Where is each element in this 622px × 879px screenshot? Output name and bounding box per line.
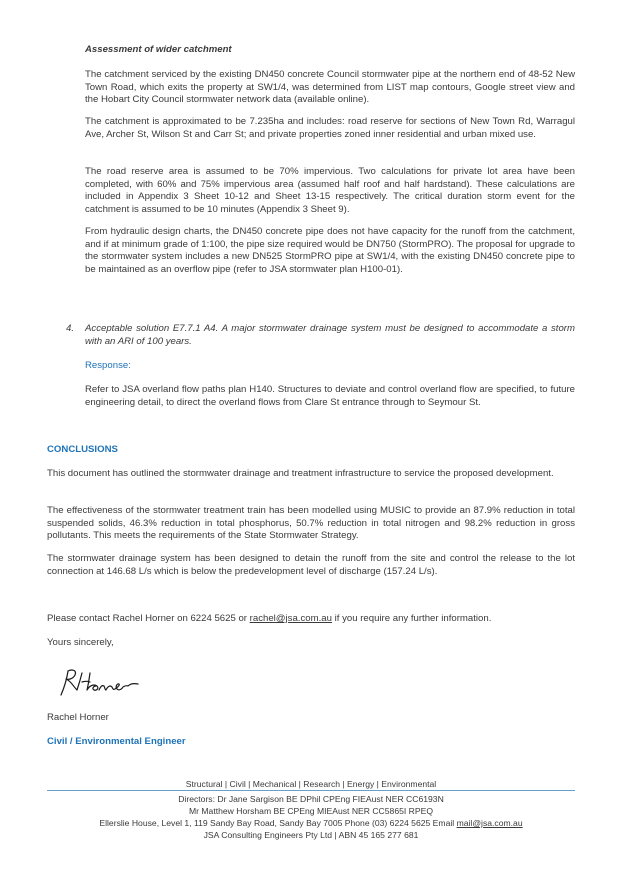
response-text: Refer to JSA overland flow paths plan H140. Structures to deviate and control overland flow are specified, to future engineering detail, to direct the overland flows from Clare St entrance through to Seymour St. — [85, 384, 575, 408]
footer-company: JSA Consulting Engineers Pty Ltd | ABN 45 165 277 681 — [203, 830, 419, 840]
footer-address-text: Ellerslie House, Level 1, 119 Sandy Bay Road, Sandy Bay 7005 Phone (03) 6224 5625 Email — [99, 818, 457, 828]
footer-directors-1: Directors: Dr Jane Sargison BE DPhil CPEng FIEAust NER CC6193N — [178, 794, 444, 804]
salutation: Yours sincerely, — [47, 637, 114, 648]
footer-divider — [47, 790, 575, 791]
conclusions-paragraph-2: The effectiveness of the stormwater treatment train has been modelled using MUSIC to provide an 87.9% reduction in total suspended solids, 46.3% reduction in total phosphorus, 50.7% reduction in total nitrogen and 98.2% reduction in gross pollutants. This meets the requirements of the State Stormwater Strategy. — [47, 505, 575, 542]
signature-stroke — [61, 670, 138, 695]
contact-line — [47, 613, 575, 626]
assessment-paragraph-4: From hydraulic design charts, the DN450 concrete pipe does not have capacity for the runoff from the catchment, and if at minimum grade of 1:100, the pipe size required would be DN750 (StormPRO). The proposal for upgrade to the stormwater system includes a new DN525 StormPRO pipe at SW1/4, with the existing DN450 concrete pipe to be maintained as an overflow pipe (refer to JSA stormwater plan H100-01). — [85, 226, 575, 275]
signatory-name: Rachel Horner — [47, 712, 109, 723]
conclusions-paragraph-3: The stormwater drainage system has been designed to detain the runoff from the site and control the release to the lot connection at 146.68 L/s which is below the predevelopment level of discharge (157.24 L/s). — [47, 553, 575, 577]
assessment-paragraph-2: The catchment is approximated to be 7.235ha and includes: road reserve for sections of New Town Rd, Warragul Ave, Archer St, Wilson St and Carr St; and private properties zoned inner residential and urban mixed use. — [85, 116, 575, 140]
assessment-paragraph-1: The catchment serviced by the existing DN450 concrete Council stormwater pipe at the northern end of 48-52 New Town Road, which exits the property at SW1/4, was determined from LIST map contours, Google street view and the Hobart City Council stormwater network data (available online). — [85, 69, 575, 106]
conclusions-paragraph-1: This document has outlined the stormwater drainage and treatment infrastructure to service the proposed development. — [47, 468, 554, 479]
footer-address — [47, 818, 575, 829]
conclusions-heading: CONCLUSIONS — [47, 444, 118, 455]
response-label: Response: — [85, 360, 131, 371]
contact-text-before: Please contact Rachel Horner on 6224 5625 or — [47, 613, 250, 624]
footer-directors-2: Mr Matthew Horsham BE CPEng MIEAust NER CC5865I RPEQ — [188, 806, 434, 816]
assessment-paragraph-3: The road reserve area is assumed to be 70% impervious. Two calculations for private lot area have been completed, with 60% and 75% impervious area (assumed half roof and half hardstand). These calculations are included in Appendix 3 Sheet 10-12 and Sheet 13-15 respectively. The critical duration storm event for the catchment is assumed to be 10 minutes (Appendix 3 Sheet 9). — [85, 166, 575, 215]
contact-email-link[interactable]: rachel@jsa.com.au — [249, 613, 332, 624]
footer-email-link[interactable]: mail@jsa.com.au — [456, 818, 523, 828]
item-number: 4. — [66, 323, 75, 334]
assessment-heading: Assessment of wider catchment — [85, 44, 232, 55]
signature — [55, 664, 147, 700]
contact-text-after: if you require any further information. — [331, 613, 492, 624]
acceptable-solution-text: Acceptable solution E7.7.1 A4. A major stormwater drainage system must be designed to accommodate a storm with an ARI of 100 years. — [85, 323, 575, 347]
signatory-title: Civil / Environmental Engineer — [47, 736, 186, 747]
footer-services: Structural | Civil | Mechanical | Research | Energy | Environmental — [185, 779, 437, 789]
